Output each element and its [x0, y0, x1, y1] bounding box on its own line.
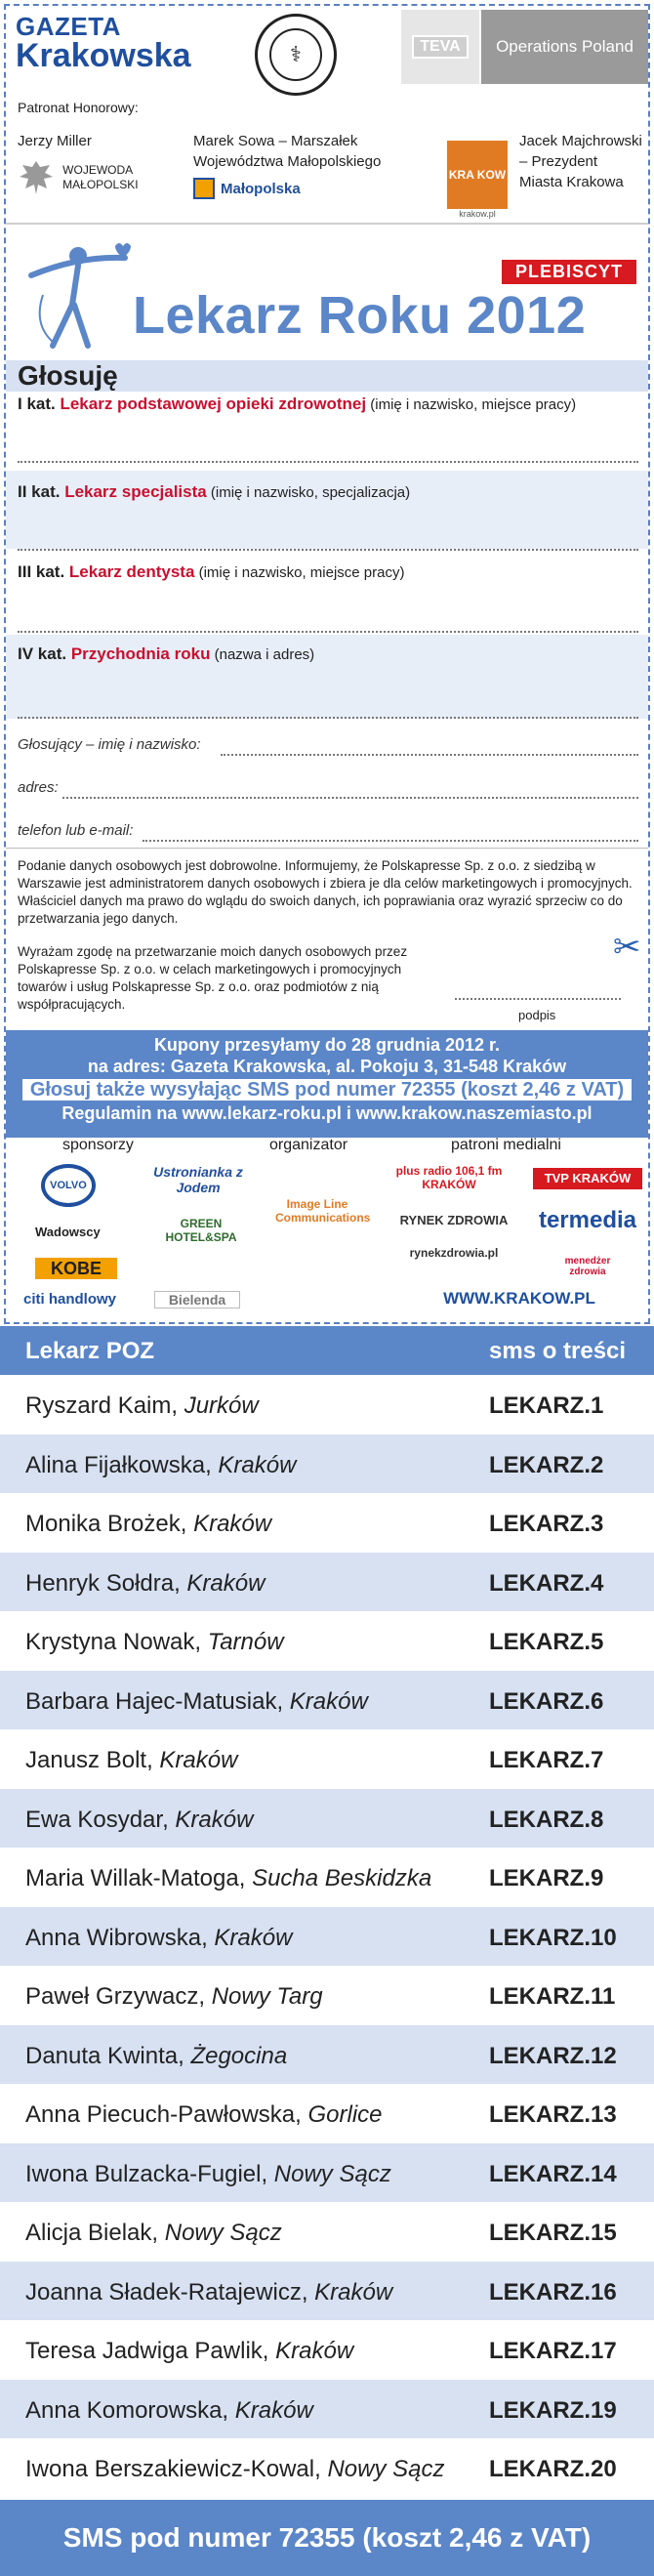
doctor-city: Nowy Targ [211, 1983, 323, 2010]
table-row [0, 1434, 654, 1494]
category-4-line[interactable] [18, 717, 638, 719]
doctor-name [25, 2043, 287, 2070]
doctor-name [25, 2456, 445, 2483]
sms-info-text: Głosuj także wysyłając SMS pod numer 72355 (koszt 2,46 z VAT) [22, 1079, 632, 1101]
doctor-name-text: Alicja Bielak, [25, 2220, 165, 2246]
image-line-logo: Image Line Communications [275, 1197, 371, 1225]
sms-code: LEKARZ.1 [489, 1392, 604, 1419]
ustronianka-logo: Ustronianka z Jodem [153, 1164, 243, 1195]
menedzer-zdrowia-logo: menedżer zdrowia [564, 1256, 611, 1277]
doctor-name [25, 2279, 392, 2306]
doctor-name [25, 1747, 237, 1774]
table-row [0, 2262, 654, 2321]
doctor-name [25, 2101, 383, 2129]
doctor-name [25, 1688, 368, 1716]
doctor-city: Kraków [275, 2338, 354, 2364]
wadowscy-logo: Wadowscy [35, 1225, 101, 1239]
category-1-prefix: I kat. [18, 395, 61, 413]
sms-code: LEKARZ.8 [489, 1806, 604, 1833]
doctor-name-text: Iwona Berszakiewicz-Kowal, [25, 2456, 328, 2482]
green-hotel-logo: GREEN HOTEL&SPA [165, 1217, 237, 1244]
doctor-name [25, 1925, 292, 1952]
candidates-table-header [0, 1326, 654, 1375]
eagle-emblem-icon [18, 157, 55, 198]
address-label: adres: [18, 779, 59, 796]
table-row [0, 1611, 654, 1671]
sms-code: LEKARZ.20 [489, 2456, 617, 2482]
doctor-name-text: Maria Willak-Matoga, [25, 1865, 253, 1891]
doctor-name-text: Barbara Hajec-Matusiak, [25, 1687, 290, 1715]
category-4-hint: (nazwa i adres) [210, 646, 315, 663]
izba-lekarska-seal-icon [255, 14, 337, 96]
rules-link-text[interactable]: Regulamin na www.lekarz-roku.pl i www.krakow.naszemiasto.pl [61, 1103, 593, 1123]
column-header-sms: sms o treści [489, 1338, 627, 1364]
doctor-city: Żegocina [190, 2042, 288, 2069]
patron-2-line2: Województwa Małopolskiego [193, 153, 382, 170]
coupon [4, 4, 650, 1324]
category-3 [6, 562, 648, 631]
krakow-logo-text: KRA KOW [448, 168, 507, 182]
gazeta-krakowska-logo [16, 14, 191, 72]
category-2-name: Lekarz specjalista [64, 482, 207, 501]
doctor-name-text: Ewa Kosydar, [25, 1806, 176, 1833]
vote-heading: Głosuję [6, 360, 648, 392]
phone-email-field[interactable] [143, 840, 638, 842]
column-header-lekarz: Lekarz POZ [25, 1338, 155, 1364]
logo-line2: Krakowska [16, 37, 191, 74]
doctor-name-text: Paweł Grzywacz, [25, 1983, 212, 2010]
category-4 [6, 635, 648, 719]
category-4-prefix: IV kat. [18, 644, 71, 663]
table-row [0, 1789, 654, 1849]
patron-wojewoda [18, 131, 139, 198]
category-3-hint: (imię i nazwisko, miejsce pracy) [194, 564, 405, 581]
submission-info [6, 1030, 648, 1138]
volvo-logo: VOLVO [41, 1164, 96, 1207]
teva-logo [401, 10, 479, 84]
category-2 [6, 471, 648, 549]
doctor-name-text: Ryszard Kaim, [25, 1392, 184, 1419]
consent-text: Wyrażam zgodę na przetwarzanie moich danych osobowych przez Polskapresse Sp. z o.o. w celach marketingowych i promocyjnych towarów i usług Polskapresse Sp. z o.o. oraz podmiotów z nią współpracujących. [18, 944, 408, 1012]
doctor-city: Jurków [184, 1392, 259, 1419]
doctor-name [25, 2220, 282, 2247]
sms-code: LEKARZ.14 [489, 2160, 617, 2187]
category-3-line[interactable] [18, 631, 638, 633]
sms-code: LEKARZ.7 [489, 1747, 604, 1773]
doctor-city: Kraków [175, 1806, 254, 1833]
caduceus-icon: ⚕ [269, 28, 322, 81]
krakow-naszemiasto-logo: WWW.KRAKOW.PL [443, 1289, 595, 1308]
patron-prezydent [519, 131, 642, 192]
doctor-name [25, 1452, 296, 1479]
doctor-name [25, 1983, 323, 2011]
privacy-notice: Podanie danych osobowych jest dobrowolne. Informujemy, że Polskapresse Sp. z o.o. z siedzibą w Warszawie jest administratorem danych osobowych i zbiera je dla celów marketingowych i promocyjnych. Właściciel danych ma prawo do wglądu do swoich danych, ich poprawiania oraz wyrazić sprzeciw co do przetwarzania jego danych. [18, 858, 633, 926]
patron-2-line1: Marek Sowa – Marszałek [193, 133, 358, 149]
doctor-city: Kraków [214, 1924, 293, 1951]
category-2-hint: (imię i nazwisko, specjalizacja) [206, 484, 411, 501]
table-row [0, 2084, 654, 2143]
doctor-name-text: Krystyna Nowak, [25, 1629, 208, 1655]
doctor-name [25, 1629, 284, 1656]
doctor-name [25, 2397, 313, 2425]
table-row [0, 2143, 654, 2203]
doctor-city: Nowy Sącz [327, 2456, 445, 2482]
rynek-zdrowia-logo: RYNEK ZDROWIA [399, 1213, 509, 1227]
divider [6, 223, 648, 225]
category-4-name: Przychodnia roku [70, 644, 211, 663]
media-patrons-heading: patroni medialni [451, 1137, 561, 1153]
table-row [0, 1375, 654, 1434]
sms-code: LEKARZ.9 [489, 1865, 604, 1891]
voter-name-field[interactable] [221, 754, 638, 756]
bielenda-logo: Bielenda [154, 1291, 240, 1309]
patron-1-name: Jerzy Miller [18, 133, 92, 149]
kobe-logo: KOBE [35, 1258, 117, 1279]
patron-3-line2: – Prezydent [519, 153, 598, 170]
malopolska-logo [193, 178, 381, 199]
doctor-city: Kraków [186, 1569, 266, 1597]
organizer-heading: organizator [269, 1137, 348, 1153]
citi-handlowy-logo: citi handlowy [23, 1291, 117, 1308]
malopolska-icon [193, 178, 215, 199]
doctor-name-text: Alina Fijałkowska, [25, 1451, 219, 1478]
doctor-name [25, 1570, 265, 1598]
patron-marszalek [193, 131, 381, 199]
sms-code: LEKARZ.6 [489, 1687, 604, 1715]
doctor-city: Kraków [314, 2278, 393, 2306]
table-row [0, 2202, 654, 2262]
divider [6, 848, 648, 849]
sms-code: LEKARZ.4 [489, 1569, 604, 1597]
table-row [0, 1848, 654, 1907]
doctor-name-text: Janusz Bolt, [25, 1747, 160, 1773]
termedia-logo: termedia [538, 1207, 637, 1233]
table-row [0, 2438, 654, 2498]
sms-footer: SMS pod numer 72355 (koszt 2,46 z VAT) [0, 2500, 654, 2576]
sms-code: LEKARZ.2 [489, 1451, 604, 1478]
doctor-city: Kraków [289, 1687, 368, 1715]
sms-code: LEKARZ.16 [489, 2278, 617, 2306]
tvp-krakow-logo: TVP KRAKÓW [533, 1168, 642, 1189]
sms-code: LEKARZ.19 [489, 2396, 617, 2424]
doctor-city: Gorlice [307, 2101, 383, 2128]
category-3-name: Lekarz dentysta [68, 562, 195, 581]
doctor-name [25, 1392, 259, 1420]
plebiscyt-badge: PLEBISCYT [502, 260, 636, 284]
doctor-name-text: Iwona Bulzacka-Fugiel, [25, 2160, 274, 2187]
operations-poland-label: Operations Poland [481, 10, 648, 84]
category-1 [6, 395, 648, 461]
sms-code: LEKARZ.3 [489, 1511, 604, 1537]
table-row [0, 2380, 654, 2439]
doctor-name-text: Danuta Kwinta, [25, 2042, 191, 2069]
signature-field[interactable] [455, 998, 621, 1000]
table-row [0, 1671, 654, 1730]
sms-code: LEKARZ.11 [489, 1983, 616, 2010]
doctor-city: Nowy Sącz [273, 2160, 391, 2187]
doctor-city: Nowy Sącz [164, 2220, 282, 2246]
sms-code: LEKARZ.10 [489, 1924, 617, 1951]
doctor-name-text: Anna Wibrowska, [25, 1924, 215, 1951]
doctor-name-text: Anna Piecuch-Pawłowska, [25, 2101, 308, 2128]
doctor-name-text: Teresa Jadwiga Pawlik, [25, 2338, 276, 2364]
doctor-city: Tarnów [207, 1629, 284, 1655]
category-1-hint: (imię i nazwisko, miejsce pracy) [366, 396, 577, 413]
krakow-logo-sub: krakow.pl [459, 209, 496, 219]
patron-3-line1: Jacek Majchrowski [519, 133, 642, 149]
doctor-name [25, 1865, 431, 1892]
radio-plus-logo: plus radio 106,1 fm KRAKÓW [395, 1164, 503, 1191]
sponsors-heading: sponsorzy [62, 1137, 134, 1153]
wojewoda-text: WOJEWODA MAŁOPOLSKI [62, 163, 139, 191]
rynekzdrowia-pl-logo: rynekzdrowia.pl [409, 1246, 499, 1260]
logo-line1: GAZETA [16, 12, 121, 41]
doctor-name-text: Henryk Sołdra, [25, 1569, 187, 1597]
scissors-icon: ✂ [613, 929, 641, 966]
table-row [0, 1493, 654, 1553]
teva-text: TEVA [412, 35, 468, 59]
patron-3-line3: Miasta Krakowa [519, 174, 624, 190]
doctor-name [25, 1511, 271, 1538]
table-row [0, 1553, 654, 1612]
sms-code: LEKARZ.12 [489, 2042, 617, 2069]
deadline-text: Kupony przesyłamy do 28 grudnia 2012 r. [153, 1035, 501, 1055]
sms-code: LEKARZ.5 [489, 1629, 604, 1655]
address-field[interactable] [62, 797, 638, 799]
doctor-city: Kraków [159, 1747, 238, 1773]
address-text: na adres: Gazeta Krakowska, al. Pokoju 3, 31-548 Kraków [87, 1057, 567, 1076]
signature-label: podpis [518, 1008, 556, 1022]
sms-code: LEKARZ.17 [489, 2338, 617, 2364]
malopolska-text: Małopolska [221, 180, 301, 197]
doctor-name-text: Anna Komorowska, [25, 2396, 235, 2424]
voter-name-label: Głosujący – imię i nazwisko: [18, 736, 201, 753]
doctor-name-text: Monika Brożek, [25, 1511, 194, 1537]
category-2-line[interactable] [18, 549, 638, 551]
table-row [0, 1966, 654, 2025]
doctor-city: Sucha Beskidzka [252, 1865, 432, 1891]
category-2-prefix: II kat. [18, 482, 65, 501]
doctor-name [25, 1807, 253, 1834]
krakow-city-logo [447, 141, 508, 209]
page-title: Lekarz Roku 2012 [133, 286, 587, 345]
sms-code: LEKARZ.13 [489, 2101, 617, 2128]
sms-code: LEKARZ.15 [489, 2220, 617, 2246]
doctor-city: Kraków [234, 2396, 313, 2424]
table-row [0, 2320, 654, 2380]
category-1-name: Lekarz podstawowej opieki zdrowotnej [60, 395, 367, 413]
doctor-name [25, 2161, 391, 2188]
table-row [0, 1907, 654, 1967]
doctor-name [25, 2338, 353, 2365]
table-row [0, 2025, 654, 2085]
patronat-label: Patronat Honorowy: [18, 100, 139, 115]
phone-email-label: telefon lub e-mail: [18, 822, 134, 839]
category-3-prefix: III kat. [18, 562, 69, 581]
doctor-figure-icon [23, 236, 131, 353]
category-1-line[interactable] [18, 461, 638, 463]
doctor-city: Kraków [193, 1511, 272, 1537]
doctor-city: Kraków [218, 1451, 297, 1478]
table-row [0, 1729, 654, 1789]
doctor-name-text: Joanna Sładek-Ratajewicz, [25, 2278, 315, 2306]
